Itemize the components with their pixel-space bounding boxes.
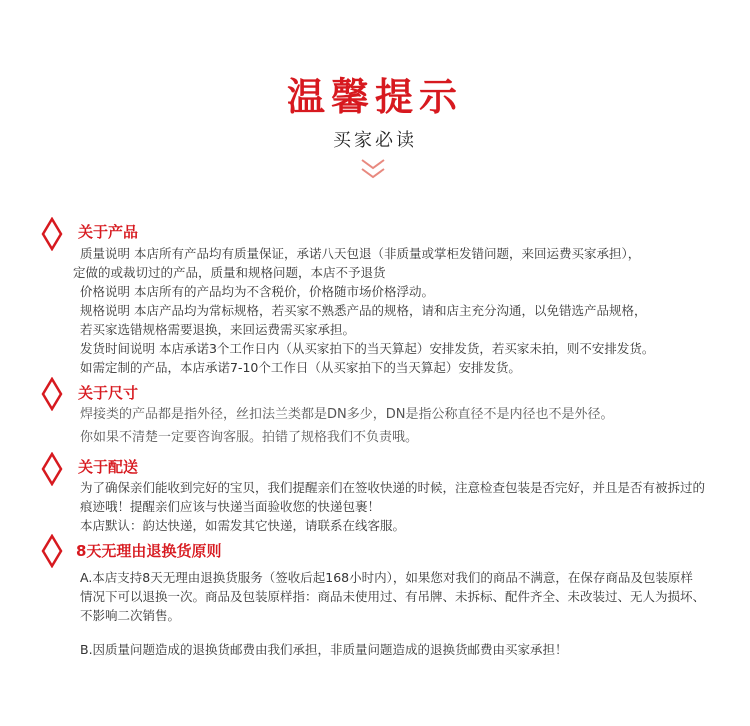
- text-line: 你如果不清楚一定要咨询客服。拍错了规格我们不负责哦。: [80, 430, 419, 445]
- text-line: 如需定制的产品，本店承诺7-10个工作日（从买家拍下的当天算起）安排发货。: [80, 360, 521, 375]
- text-line: 焊接类的产品都是指外径，丝扣法兰类都是DN多少，DN是指公称直径不是内径也不是外径。: [80, 407, 614, 422]
- text-line: 痕迹哦！提醒亲们应该与快递当面验收您的快递包裹！: [80, 499, 381, 514]
- page-title: 温馨提示: [286, 75, 463, 119]
- text-line: 为了确保亲们能收到完好的宝贝，我们提醒亲们在签收快递的时候，注意检查包装是否完好，并且是否有被拆过的: [80, 480, 706, 495]
- text-line: 情况下可以退换一次。商品及包装原样指：商品未使用过、有吊牌、未拆标、配件齐全、未改装过、无人为损坏、: [80, 589, 706, 604]
- section-heading: 8天无理由退换货原则: [76, 542, 222, 560]
- text-line: B.因质量问题造成的退换货邮费由我们承担，非质量问题造成的退换货邮费由买家承担！: [80, 642, 568, 657]
- diamond-icon: [41, 377, 63, 411]
- text-line: 不影响二次销售。: [80, 608, 181, 623]
- text-line: 价格说明 本店所有的产品均为不含税价，价格随市场价格浮动。: [80, 284, 434, 299]
- page-subtitle: 买家必读: [333, 130, 417, 151]
- section-heading: 关于产品: [78, 223, 139, 241]
- text-line: 质量说明 本店所有产品均有质量保证，承诺八天包退（非质量或掌柜发错问题，来回运费买家承担），: [80, 246, 641, 261]
- text-line: A.本店支持8天无理由退换货服务（签收后起168小时内），如果您对我们的商品不满意，在保存商品及包装原样: [80, 570, 693, 585]
- text-line: 若买家选错规格需要退换，来回运费需买家承担。: [80, 322, 356, 337]
- section-heading: 关于尺寸: [78, 384, 139, 402]
- text-line: 发货时间说明 本店承诺3个工作日内（从买家拍下的当天算起）安排发货，若买家未拍，则不安排发货。: [80, 341, 655, 356]
- diamond-icon: [41, 534, 63, 568]
- section-heading: 关于配送: [78, 458, 139, 476]
- text-line: 本店默认：韵达快递，如需发其它快递，请联系在线客服。: [80, 518, 406, 533]
- diamond-icon: [41, 217, 63, 251]
- double-chevron-down-icon: [359, 157, 387, 183]
- text-line: 定做的或裁切过的产品，质量和规格问题，本店不予退货: [73, 265, 386, 280]
- text-line: 规格说明 本店产品均为常标规格，若买家不熟悉产品的规格，请和店主充分沟通，以免错选产品规格，: [80, 303, 647, 318]
- diamond-icon: [41, 452, 63, 486]
